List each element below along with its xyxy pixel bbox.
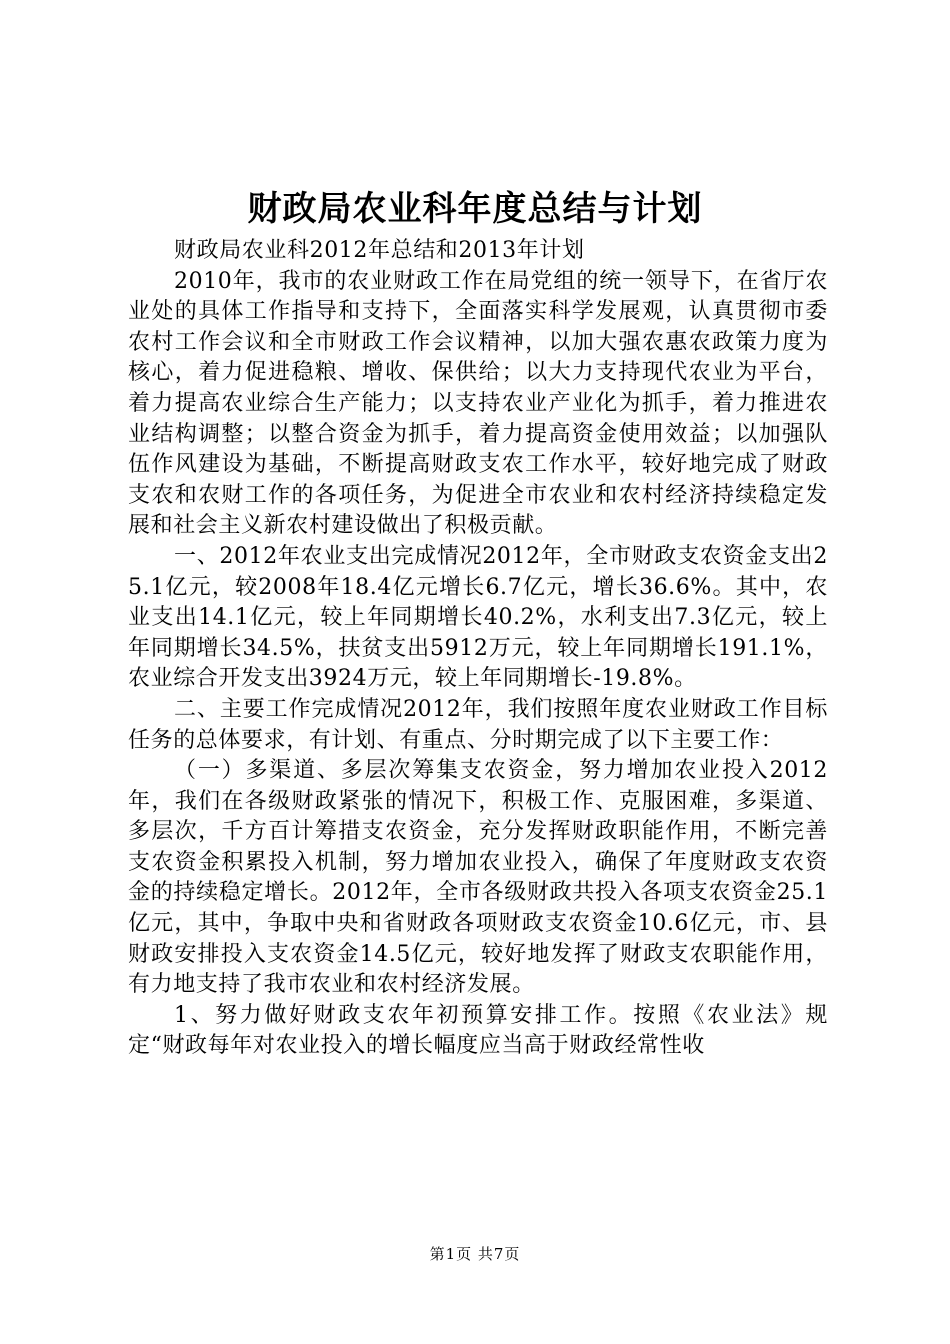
document-body bbox=[128, 236, 828, 1062]
intro-paragraph: 2010年，我市的农业财政工作在局党组的统一领导下，在省厅农业处的具体工作指导和支持下，全面落实科学发展观，认真贯彻市委农村工作会议和全市财政工作会议精神，以加大强农惠农政策力度为核心，着力促进稳粮、增收、保供给；以大力支持现代农业为平台，着力提高农业综合生产能力；以支持农业产业化为抓手，着力推进农业结构调整；以整合资金为抓手，着力提高资金使用效益；以加强队伍作风建设为基础，不断提高财政支农工作水平，较好地完成了财政支农和农财工作的各项任务，为促进全市农业和农村经济持续稳定发展和社会主义新农村建设做出了积极贡献。 bbox=[128, 268, 828, 539]
subtitle-paragraph: 财政局农业科2012年总结和2013年计划 bbox=[174, 238, 585, 263]
work-summary-paragraph: 二、主要工作完成情况2012年，我们按照年度农业财政工作目标任务的总体要求，有计划、有重点、分时期完成了以下主要工作： bbox=[128, 696, 828, 753]
page-footer: 第1页 共7页 bbox=[429, 1245, 521, 1263]
budget-paragraph: 1、努力做好财政支农年初预算安排工作。按照《农业法》规定“财政每年对农业投入的增长幅度应当高于财政经常性收 bbox=[128, 1002, 828, 1059]
funding-paragraph: （一）多渠道、多层次筹集支农资金，努力增加农业投入2012年，我们在各级财政紧张的情况下，积极工作、克服困难，多渠道、多层次，千方百计筹措支农资金，充分发挥财政职能作用，不断完善支农资金积累投入机制，努力增加农业投入，确保了年度财政支农资金的持续稳定增长。2012年，全市各级财政共投入各项支农资金25.1亿元，其中，争取中央和省财政各项财政支农资金10.6亿元，市、县财政安排投入支农资金14.5亿元，较好地发挥了财政支农职能作用，有力地支持了我市农业和农村经济发展。 bbox=[128, 758, 828, 998]
document-title: 财政局农业科年度总结与计划 bbox=[247, 189, 703, 229]
expenditure-paragraph: 一、2012年农业支出完成情况2012年，全市财政支农资金支出25.1亿元，较2008年18.4亿元增长6.7亿元，增长36.6%。其中，农业支出14.1亿元，较上年同期增长40.2%，水利支出7.3亿元，较上年同期增长34.5%，扶贫支出5912万元，较上年同期增长191.1%，农业综合开发支出3924万元，较上年同期增长-19.8%。 bbox=[128, 543, 828, 692]
